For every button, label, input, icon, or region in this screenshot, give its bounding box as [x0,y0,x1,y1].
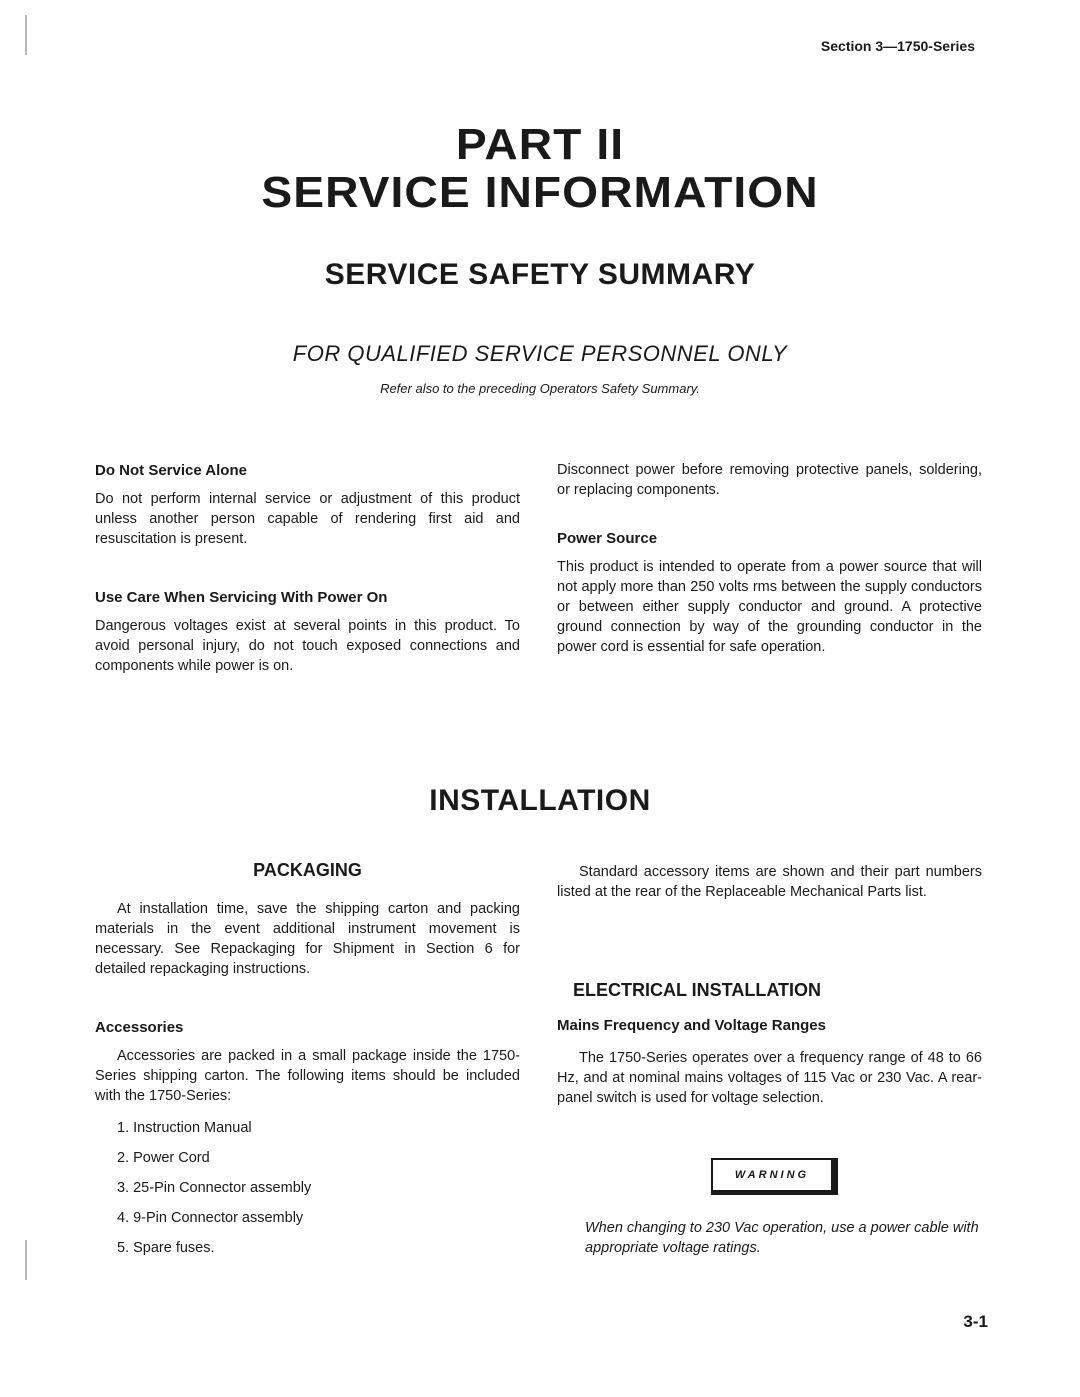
list-item: 2. Power Cord [117,1150,210,1166]
scan-mark [25,1240,27,1280]
safety-right-column [557,460,982,657]
mains-frequency-text: The 1750-Series operates over a frequency range of 48 to 66 Hz, and at nominal mains voltages of 115 Vac or 230 Vac. A rear-panel switch is used for voltage selection. [557,1050,982,1106]
page-number: 3-1 [963,1312,988,1331]
power-on-title: Use Care When Servicing With Power On [95,589,388,606]
do-not-service-alone-title: Do Not Service Alone [95,462,247,479]
packaging-title: PACKAGING [253,860,362,880]
refer-note: Refer also to the preceding Operators Safety Summary. [380,381,700,396]
standard-accessories-text: Standard accessory items are shown and their part numbers listed at the rear of the Replaceable Mechanical Parts list. [557,864,982,900]
installation-right-column [557,862,982,1108]
list-item: 5. Spare fuses. [117,1240,215,1256]
power-source-title: Power Source [557,530,658,547]
part-subtitle: SERVICE INFORMATION [261,168,819,217]
list-item: 3. 25-Pin Connector assembly [117,1180,312,1196]
part-title: PART II [455,120,625,169]
mains-frequency-title: Mains Frequency and Voltage Ranges [557,1017,826,1034]
power-on-text: Dangerous voltages exist at several points in this product. To avoid personal injury, do not touch exposed connections and components while power is on. [95,618,520,674]
disconnect-power-text: Disconnect power before removing protective panels, soldering, or replacing components. [557,462,982,498]
electrical-installation-title: ELECTRICAL INSTALLATION [573,980,821,1000]
safety-summary-heading: SERVICE SAFETY SUMMARY [324,258,756,291]
qualified-personnel-subheading: FOR QUALIFIED SERVICE PERSONNEL ONLY [292,341,788,366]
packaging-text: At installation time, save the shipping carton and packing materials in the event additional instrument movement is necessary. See Repackaging for Shipment in Section 6 for detailed repackaging instructions. [95,901,520,977]
accessories-title: Accessories [95,1019,184,1036]
accessories-text: Accessories are packed in a small package inside the 1750-Series shipping carton. The following items should be included with the 1750-Series: [95,1048,520,1104]
power-source-text: This product is intended to operate from a power source that will not apply more than 250 volts rms between the supply conductors or between either supply conductor and ground. A protective ground connection by way of the grounding conductor in the power cord is essential for safe operation. [557,559,982,655]
warning-text: When changing to 230 Vac operation, use a power cable with appropriate voltage ratings. [585,1220,979,1256]
accessories-list [95,1120,520,1270]
do-not-service-alone-text: Do not perform internal service or adjustment of this product unless another person capable of rendering first aid and resuscitation is present. [95,491,520,547]
section-header: Section 3—1750-Series [820,38,975,54]
installation-left-column [95,860,520,1270]
installation-heading: INSTALLATION [429,784,651,817]
list-item: 4. 9-Pin Connector assembly [117,1210,304,1226]
list-item: 1. Instruction Manual [117,1120,252,1136]
safety-left-column [95,462,520,676]
scan-mark [25,15,27,55]
warning-label: WARNING [711,1158,838,1195]
